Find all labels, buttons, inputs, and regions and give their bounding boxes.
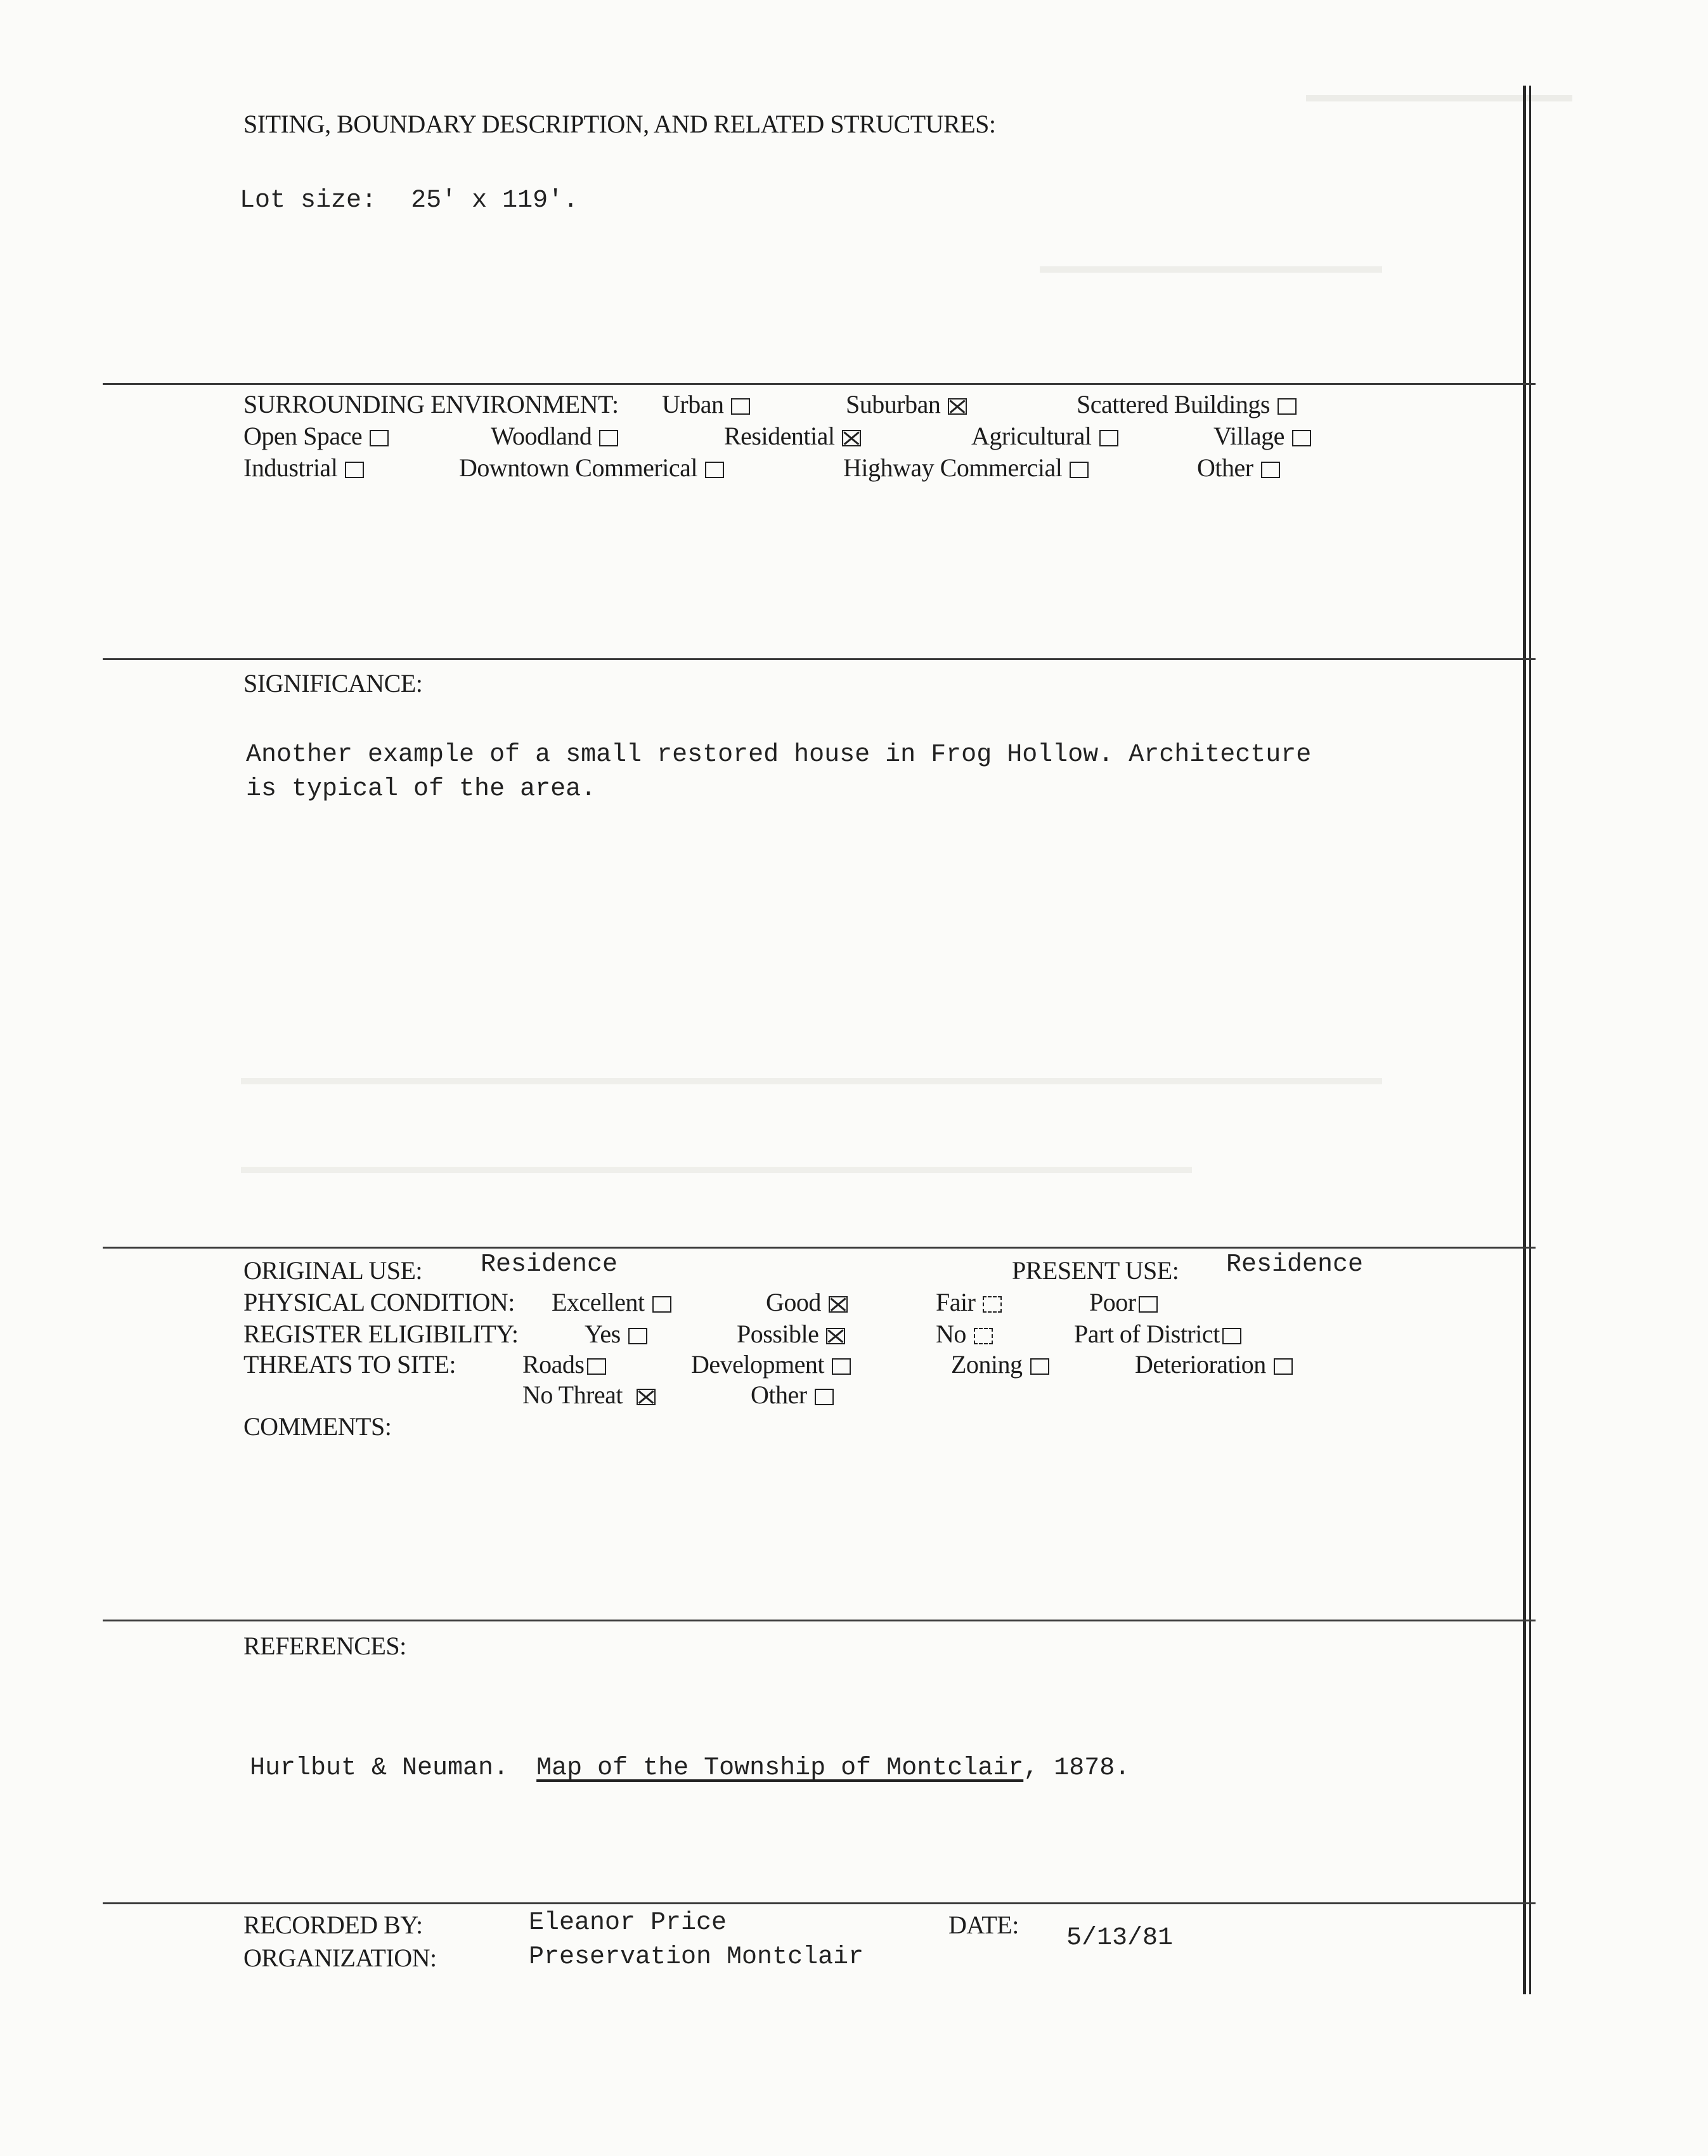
condition-option-poor[interactable] bbox=[1089, 1287, 1158, 1317]
date-value: 5/13/81 bbox=[1066, 1924, 1174, 1952]
recorded-by-label: RECORDED BY: bbox=[243, 1911, 423, 1939]
siting-heading: SITING, BOUNDARY DESCRIPTION, AND RELATED STRUCTURES: bbox=[243, 110, 996, 138]
checkbox-suburban[interactable] bbox=[948, 398, 967, 415]
eligibility-label: REGISTER ELIGIBILITY: bbox=[243, 1320, 519, 1348]
checkbox-no[interactable] bbox=[974, 1328, 993, 1344]
threat-option-label: Zoning bbox=[951, 1350, 1023, 1379]
right-border-line-inner bbox=[1529, 86, 1531, 1994]
checkbox-threat-other[interactable] bbox=[815, 1389, 834, 1405]
eligibility-option-label: No bbox=[936, 1320, 966, 1348]
checkbox-industrial[interactable] bbox=[345, 462, 364, 478]
env-option-label: Highway Commercial bbox=[843, 453, 1063, 482]
organization-label: ORGANIZATION: bbox=[243, 1944, 437, 1972]
env-option-open-space[interactable] bbox=[243, 421, 389, 451]
eligibility-option-yes[interactable] bbox=[585, 1319, 647, 1349]
present-use-value: Residence bbox=[1226, 1250, 1364, 1279]
checkbox-residential[interactable] bbox=[842, 430, 861, 446]
checkbox-highway-commercial[interactable] bbox=[1070, 462, 1089, 478]
organization-value: Preservation Montclair bbox=[529, 1943, 864, 1971]
condition-option-label: Poor bbox=[1089, 1288, 1136, 1316]
checkbox-urban[interactable] bbox=[731, 398, 750, 415]
env-option-agricultural[interactable] bbox=[971, 421, 1118, 451]
eligibility-option-possible[interactable] bbox=[737, 1319, 845, 1349]
right-border-line bbox=[1523, 86, 1526, 1994]
env-option-label: Village bbox=[1213, 422, 1284, 450]
env-option-suburban[interactable] bbox=[846, 389, 967, 419]
threat-option-other[interactable] bbox=[751, 1380, 834, 1410]
threat-option-zoning[interactable] bbox=[951, 1349, 1049, 1379]
checkbox-yes[interactable] bbox=[628, 1328, 647, 1344]
threat-option-no-threat[interactable] bbox=[522, 1380, 656, 1410]
section-divider bbox=[103, 1620, 1536, 1621]
checkbox-excellent[interactable] bbox=[652, 1296, 671, 1313]
checkbox-agricultural[interactable] bbox=[1099, 430, 1118, 446]
lot-size-value: 25' x 119'. bbox=[411, 186, 579, 215]
checkbox-deterioration[interactable] bbox=[1274, 1358, 1293, 1375]
eligibility-option-label: Yes bbox=[585, 1320, 621, 1348]
reference-title: Map of the Township of Montclair bbox=[536, 1754, 1024, 1783]
checkbox-fair[interactable] bbox=[983, 1296, 1002, 1313]
eligibility-option-part-of-district[interactable] bbox=[1074, 1319, 1241, 1349]
env-option-scattered-buildings[interactable] bbox=[1077, 389, 1297, 419]
threat-option-deterioration[interactable] bbox=[1135, 1349, 1293, 1379]
section-divider bbox=[103, 1247, 1536, 1249]
env-option-label: Woodland bbox=[491, 422, 592, 450]
env-option-urban[interactable] bbox=[662, 389, 750, 419]
checkbox-possible[interactable] bbox=[826, 1328, 845, 1344]
checkbox-village[interactable] bbox=[1292, 430, 1311, 446]
threat-option-label: Deterioration bbox=[1135, 1350, 1266, 1379]
section-divider bbox=[103, 658, 1536, 660]
checkbox-downtown-commercial[interactable] bbox=[705, 462, 724, 478]
checkbox-open-space[interactable] bbox=[370, 430, 389, 446]
env-option-label: Downtown Commerical bbox=[459, 453, 697, 482]
env-option-residential[interactable] bbox=[724, 421, 861, 451]
section-divider bbox=[103, 1902, 1536, 1904]
env-option-label: Agricultural bbox=[971, 422, 1092, 450]
env-option-label: Industrial bbox=[243, 453, 338, 482]
references-heading: REFERENCES: bbox=[243, 1632, 406, 1660]
env-option-downtown-commercial[interactable] bbox=[459, 453, 724, 483]
env-option-other[interactable] bbox=[1197, 453, 1280, 483]
original-use-value: Residence bbox=[481, 1250, 618, 1279]
threat-option-label: Development bbox=[691, 1350, 824, 1379]
threat-option-roads[interactable] bbox=[522, 1349, 606, 1379]
env-option-label: Suburban bbox=[846, 390, 941, 419]
checkbox-development[interactable] bbox=[832, 1358, 851, 1375]
env-option-label: Other bbox=[1197, 453, 1253, 482]
comments-label: COMMENTS: bbox=[243, 1412, 392, 1441]
env-option-woodland[interactable] bbox=[491, 421, 618, 451]
lot-size bbox=[240, 186, 578, 215]
significance-heading: SIGNIFICANCE: bbox=[243, 669, 423, 698]
env-option-village[interactable] bbox=[1213, 421, 1311, 451]
original-use-label: ORIGINAL USE: bbox=[243, 1256, 422, 1285]
condition-option-label: Good bbox=[766, 1288, 821, 1316]
condition-option-excellent[interactable] bbox=[552, 1287, 671, 1317]
recorded-by-value: Eleanor Price bbox=[529, 1909, 727, 1937]
eligibility-option-no[interactable] bbox=[936, 1319, 993, 1349]
condition-label: PHYSICAL CONDITION: bbox=[243, 1288, 515, 1316]
threats-label: THREATS TO SITE: bbox=[243, 1350, 456, 1379]
checkbox-woodland[interactable] bbox=[599, 430, 618, 446]
checkbox-zoning[interactable] bbox=[1030, 1358, 1049, 1375]
checkbox-scattered-buildings[interactable] bbox=[1278, 398, 1297, 415]
reference-year: , 1878. bbox=[1023, 1754, 1130, 1783]
threat-option-label: Other bbox=[751, 1380, 807, 1409]
condition-option-label: Excellent bbox=[552, 1288, 645, 1316]
env-option-label: Scattered Buildings bbox=[1077, 390, 1270, 419]
reference-author: Hurlbut & Neuman. bbox=[250, 1754, 509, 1783]
significance-line-1: Another example of a small restored house in Frog Hollow. Architecture bbox=[246, 741, 1312, 769]
environment-heading: SURROUNDING ENVIRONMENT: bbox=[243, 390, 619, 419]
env-option-industrial[interactable] bbox=[243, 453, 364, 483]
threat-option-label: No Threat bbox=[522, 1380, 623, 1409]
checkbox-other[interactable] bbox=[1261, 462, 1280, 478]
env-option-label: Urban bbox=[662, 390, 724, 419]
checkbox-good[interactable] bbox=[829, 1296, 848, 1313]
threat-option-development[interactable] bbox=[691, 1349, 851, 1379]
reference-entry bbox=[250, 1754, 1130, 1783]
lot-size-label: Lot size: bbox=[240, 186, 377, 215]
condition-option-label: Fair bbox=[936, 1288, 976, 1316]
eligibility-option-label: Possible bbox=[737, 1320, 819, 1348]
checkbox-roads[interactable] bbox=[587, 1358, 606, 1375]
date-label: DATE: bbox=[948, 1911, 1019, 1939]
checkbox-poor[interactable] bbox=[1139, 1296, 1158, 1313]
significance-line-2: is typical of the area. bbox=[246, 775, 597, 803]
env-option-label: Open Space bbox=[243, 422, 363, 450]
section-divider bbox=[103, 383, 1536, 385]
checkbox-part-of-district[interactable] bbox=[1222, 1328, 1241, 1344]
threat-option-label: Roads bbox=[522, 1350, 585, 1379]
eligibility-option-label: Part of District bbox=[1074, 1320, 1220, 1348]
env-option-label: Residential bbox=[724, 422, 835, 450]
condition-option-good[interactable] bbox=[766, 1287, 848, 1317]
condition-option-fair[interactable] bbox=[936, 1287, 1002, 1317]
present-use-label: PRESENT USE: bbox=[1012, 1256, 1179, 1285]
checkbox-no-threat[interactable] bbox=[637, 1389, 656, 1405]
env-option-highway-commercial[interactable] bbox=[843, 453, 1089, 483]
